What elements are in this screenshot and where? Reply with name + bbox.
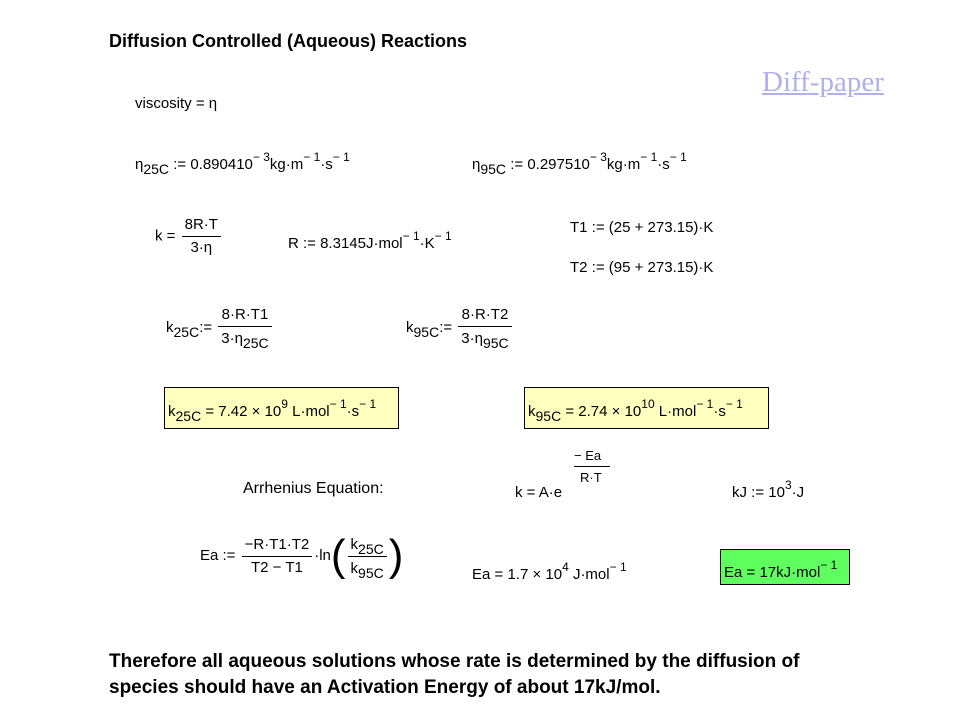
ln-fraction [348, 535, 387, 581]
eta-symbol: η [135, 156, 144, 173]
assign-operator: := [199, 318, 213, 336]
k-95c-denominator [458, 326, 511, 351]
eta-25c-unit1-exp: − 1 [303, 150, 321, 164]
eta-25c-unit2: ·s [320, 156, 333, 173]
kj-lhs: kJ := 10 [732, 484, 785, 501]
k-25c-fraction [218, 306, 271, 351]
r-exp1: − 1 [402, 229, 420, 243]
k-25c-value: = 7.42 × 10 [205, 403, 282, 420]
k-95c-den-subscript: 95C [482, 335, 509, 351]
right-paren: ) [388, 531, 404, 580]
eta-95c-subscript: 95C [480, 161, 507, 177]
k-symbol: k [406, 318, 414, 336]
k-95c-result [528, 397, 743, 424]
k-25c-den-eta: 3·η [221, 330, 243, 347]
eta-95c-unit1-exp: − 1 [640, 150, 658, 164]
eta-95c-unit1: kg·m [606, 156, 641, 173]
ea-denominator: T2 − T1 [242, 556, 313, 577]
k-25c-den-subscript: 25C [242, 335, 269, 351]
k-95c-unit1: L·mol [658, 403, 697, 420]
k-25c-numerator: 8·R·T1 [221, 306, 269, 323]
k-25c-definition [166, 306, 274, 351]
k-95c-fraction [458, 306, 511, 351]
eta-25c-subscript: 25C [143, 161, 170, 177]
eta-95c-unit2-exp: − 1 [669, 150, 687, 164]
k-95c-unit2: ·s [713, 403, 726, 420]
k-symbol: k [350, 535, 359, 553]
k-95c-exponent: 10 [641, 397, 655, 411]
k-25c-subscript: 25C [173, 323, 200, 340]
ln-operator: ·ln [314, 547, 331, 564]
r-lhs: R := 8.3145J·mol [288, 235, 403, 252]
arrhenius-exponent-denominator: R·T [580, 470, 602, 485]
ln-numerator [348, 535, 387, 556]
k-95c-result-subscript: 95C [535, 408, 562, 424]
r-exp2: − 1 [434, 229, 452, 243]
arrhenius-exponent-bar [574, 466, 610, 467]
k-numerator: 8R·T [184, 216, 218, 233]
ea-kj-value: Ea = 17kJ·mol [724, 564, 821, 581]
k-25c-unit1: L·mol [292, 403, 330, 420]
ea-result-joules [472, 560, 627, 584]
k-symbol: k [166, 318, 174, 336]
k-lhs: k = [155, 227, 176, 245]
ea-definition [200, 531, 404, 581]
ea-result-value: Ea = 1.7 × 10 [472, 566, 563, 583]
k-95c-unit2-exp: − 1 [725, 397, 743, 411]
eta-symbol: η [472, 156, 481, 173]
ea-result-unit-exp: − 1 [609, 560, 627, 574]
kj-definition [732, 478, 805, 502]
eta-95c-coefficient: 0.297510 [527, 156, 590, 173]
k-symbol: k [168, 403, 176, 420]
k-denominator: 3·η [182, 236, 221, 257]
k-95c-unit1-exp: − 1 [696, 397, 714, 411]
assign-operator: := [439, 318, 453, 336]
k-25c-result-subscript: 25C [175, 408, 202, 424]
arrhenius-exponent-numerator: − Ea [574, 448, 602, 463]
k-25c-unit1-exp: − 1 [329, 397, 347, 411]
k-25c-unit2: ·s [346, 403, 360, 420]
t1-assignment: T1 := (25 + 273.15)·K [570, 219, 714, 236]
assign-operator: := [510, 156, 524, 173]
eta-25c-assignment [135, 150, 350, 177]
eta-25c-coefficient: 0.890410 [190, 156, 253, 173]
k-25c-result [168, 397, 377, 424]
kj-unit: ·J [791, 484, 805, 501]
ea-lhs: Ea := [200, 547, 236, 564]
eta-25c-unit2-exp: − 1 [332, 150, 350, 164]
k-25c-unit2-exp: − 1 [359, 397, 377, 411]
left-paren: ( [330, 531, 346, 580]
k-25c-denominator [218, 326, 271, 351]
eta-95c-assignment [472, 150, 687, 177]
k-symbol: k [528, 403, 536, 420]
ln-denominator-subscript: 95C [358, 564, 384, 581]
eta-25c-exponent: − 3 [252, 150, 270, 164]
ln-denominator [348, 556, 387, 581]
k-symbol: k [350, 559, 359, 577]
eta-25c-unit1: kg·m [269, 156, 304, 173]
arrhenius-lhs: k = A·e [515, 484, 563, 501]
k-fraction [182, 216, 221, 257]
k-95c-subscript: 95C [413, 323, 440, 340]
viscosity-definition [135, 95, 217, 113]
k-general-equation [155, 216, 223, 257]
k-95c-value: = 2.74 × 10 [565, 403, 642, 420]
ea-result-unit: J·mol [572, 566, 610, 583]
assign-operator: := [173, 156, 187, 173]
ln-numerator-subscript: 25C [358, 540, 384, 557]
viscosity-label: viscosity [135, 95, 192, 112]
ea-numerator: −R·T1·T2 [244, 535, 310, 553]
eta-95c-unit2: ·s [657, 156, 670, 173]
k-25c-exponent: 9 [281, 397, 288, 411]
viscosity-eq: = η [195, 95, 218, 112]
page-title: Diffusion Controlled (Aqueous) Reactions [109, 31, 467, 51]
eta-95c-exponent: − 3 [589, 150, 607, 164]
r-unit: ·K [419, 235, 435, 252]
kj-exponent: 3 [784, 478, 792, 492]
t2-assignment: T2 := (95 + 273.15)·K [570, 259, 714, 276]
k-95c-den-eta: 3·η [461, 330, 483, 347]
ea-fraction [242, 536, 313, 577]
ea-result-kj [724, 558, 838, 582]
k-95c-numerator: 8·R·T2 [461, 306, 509, 323]
arrhenius-label: Arrhenius Equation: [243, 480, 384, 497]
diff-paper-link[interactable]: Diff-paper [762, 66, 884, 98]
k-95c-definition [406, 306, 514, 351]
r-constant-assignment [288, 229, 452, 253]
ea-result-exponent: 4 [562, 560, 569, 574]
ea-kj-exponent: − 1 [820, 558, 838, 572]
conclusion-text: Therefore all aqueous solutions whose rate is determined by the diffusion of species should have an Activation Energy of about 17kJ/mol. [109, 651, 800, 698]
